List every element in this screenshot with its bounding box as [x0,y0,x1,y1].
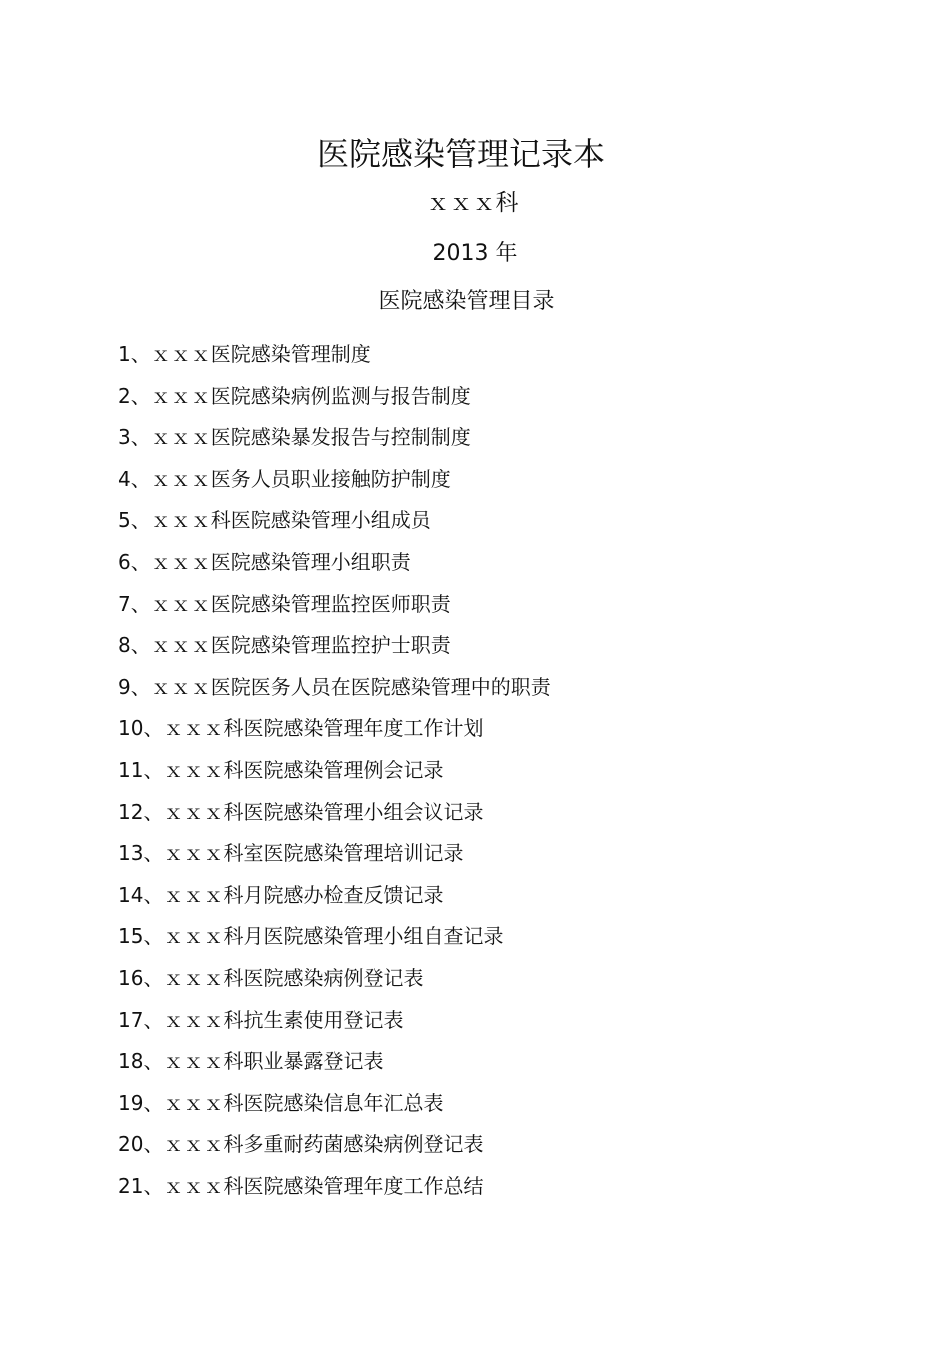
toc-item-text: ｘｘｘ科室医院感染管理培训记录 [163,841,464,866]
toc-item-text: ｘｘｘ医院医务人员在医院感染管理中的职责 [150,674,551,699]
toc-item-number: 5、 [118,508,151,533]
toc-item-text: ｘｘｘ科医院感染信息年汇总表 [163,1090,444,1115]
toc-item-text: ｘｘｘ科医院感染管理小组成员 [150,508,431,533]
document-year: 2013 年 [432,241,518,266]
toc-item-number: 3、 [118,425,151,450]
table-of-contents [118,339,878,1212]
toc-item-text: ｘｘｘ科医院感染管理小组会议记录 [163,799,484,824]
toc-item-text: ｘｘｘ科医院感染管理年度工作计划 [163,716,484,741]
toc-item [118,1129,878,1171]
toc-item [118,1088,878,1130]
toc-item-number: 11、 [118,757,164,782]
toc-item-number: 2、 [118,383,151,408]
toc-item [118,963,878,1005]
toc-item-text: ｘｘｘ医院感染管理监控护士职责 [150,633,451,658]
toc-item-number: 6、 [118,549,151,574]
toc-item-number: 1、 [118,342,151,366]
toc-item-text: ｘｘｘ科医院感染管理例会记录 [163,757,444,782]
toc-item [118,630,878,672]
toc-item-text: ｘｘｘ医院感染管理小组职责 [150,549,411,574]
toc-item-text: ｘｘｘ医院感染管理监控医师职责 [150,591,451,616]
toc-item [118,1046,878,1088]
toc-item [118,880,878,922]
document-title: 医院感染管理记录本 [316,135,605,173]
toc-item-number: 20、 [118,1132,164,1157]
toc-item-text: ｘｘｘ科抗生素使用登记表 [163,1007,404,1032]
toc-item-number: 16、 [118,965,164,990]
toc-item-text: ｘｘｘ医院感染暴发报告与控制制度 [150,425,471,450]
toc-item-text: ｘｘｘ科月院感办检查反馈记录 [163,882,444,907]
toc-heading: 医院感染管理目录 [378,289,555,314]
toc-item [118,422,878,464]
toc-item-number: 17、 [118,1007,164,1032]
toc-item-text: ｘｘｘ科医院感染病例登记表 [163,965,424,990]
toc-item-number: 4、 [118,466,151,491]
toc-item [118,713,878,755]
toc-item [118,672,878,714]
toc-item-number: 7、 [118,591,151,616]
toc-item [118,381,878,423]
toc-item [118,1005,878,1047]
toc-item [118,505,878,547]
toc-item-number: 21、 [118,1173,164,1198]
toc-item [118,464,878,506]
toc-item-number: 8、 [118,633,151,658]
toc-item-text: ｘｘｘ科医院感染管理年度工作总结 [163,1173,484,1198]
toc-item [118,339,878,381]
toc-item-number: 19、 [118,1090,164,1115]
toc-item-number: 13、 [118,841,164,866]
toc-item [118,797,878,839]
toc-item [118,838,878,880]
toc-item-text: ｘｘｘ医院感染管理制度 [150,342,371,366]
toc-item-text: ｘｘｘ科职业暴露登记表 [163,1049,384,1074]
toc-item-text: ｘｘｘ科月医院感染管理小组自查记录 [163,924,504,949]
toc-item [118,547,878,589]
toc-item-number: 10、 [118,716,164,741]
toc-item-number: 15、 [118,924,164,949]
toc-item-number: 9、 [118,674,151,699]
toc-item-text: ｘｘｘ医院感染病例监测与报告制度 [150,383,471,408]
toc-item-number: 12、 [118,799,164,824]
toc-item-text: ｘｘｘ医务人员职业接触防护制度 [150,466,451,491]
toc-item [118,1171,878,1213]
toc-item-text: ｘｘｘ科多重耐药菌感染病例登记表 [163,1132,484,1157]
department-name: ｘｘｘ科 [426,190,519,216]
toc-item-number: 14、 [118,882,164,907]
toc-item-number: 18、 [118,1049,164,1074]
toc-item [118,755,878,797]
toc-item [118,589,878,631]
toc-item [118,921,878,963]
